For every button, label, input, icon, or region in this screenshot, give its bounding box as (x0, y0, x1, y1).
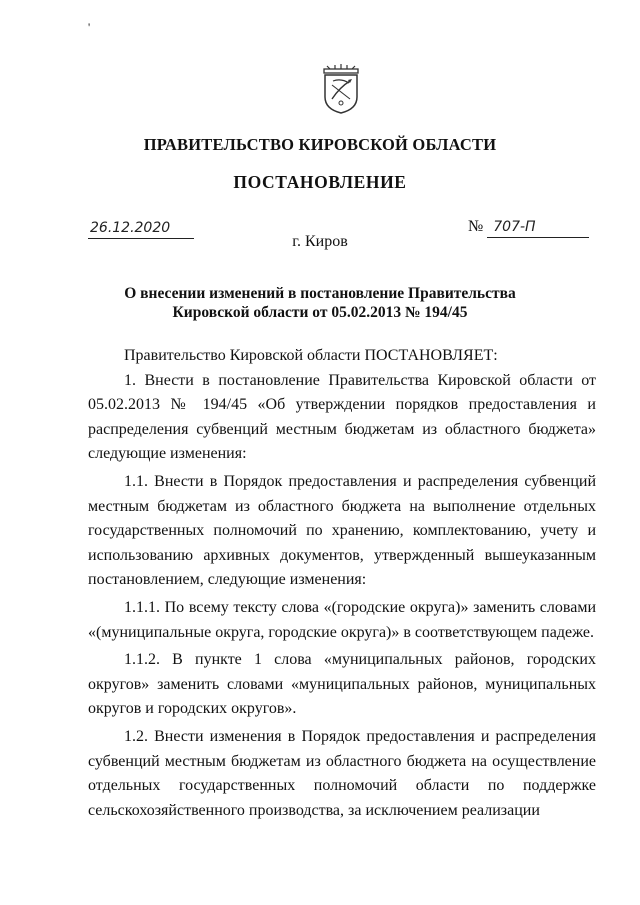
coat-of-arms-icon (321, 63, 361, 115)
paragraph-1-2: 1.2. Внести изменения в Порядок предоставления и распределения субвенций местным бюджетам из областного бюджета на осуществление отдельных государственных полномочий области по поддержке сельскохозяйственного производства, за исключением реализации (88, 727, 596, 819)
document-type: ПОСТАНОВЛЕНИЕ (233, 172, 407, 192)
subject-line-1: О внесении изменений в постановление Правительства (124, 285, 516, 302)
government-title: ПРАВИТЕЛЬСТВО КИРОВСКОЙ ОБЛАСТИ (143, 135, 497, 154)
document-subject (120, 284, 520, 322)
date-field: 26.12.2020 (88, 220, 194, 239)
paragraph-1: 1. Внести в постановление Правительства Кировской области от 05.02.2013 № 194/45 «Об утверждении порядков предоставления и распределения субвенций местным бюджетам из областного бюджета» следующие изменения: (88, 371, 596, 463)
city-label: г. Киров (292, 233, 348, 250)
paragraph-1-1-2: 1.1.2. В пункте 1 слова «муниципальных районов, городских округов» заменить словами «муниципальных районов, муниципальных округов и городских округов». (88, 651, 596, 718)
corner-mark: ' (88, 20, 91, 34)
paragraph-preamble: Правительство Кировской области ПОСТАНОВЛЯЕТ: (124, 347, 498, 364)
paragraph-1-1: 1.1. Внести в Порядок предоставления и распределения субвенций местным бюджетам из областного бюджета на выполнение отдельных государственных полномочий по хранению, комплектованию, учету и использованию архивных документов, утвержденный вышеуказанным постановлением, следующие изменения: (88, 472, 596, 589)
number-sign: № (468, 218, 484, 235)
document-body (88, 344, 596, 823)
paragraph-1-1-1: 1.1.1. По всему тексту слова «(городские округа)» заменить словами «(муниципальные округа, городские округа)» в соответствующем падеже. (88, 598, 596, 641)
subject-line-2: Кировской области от 05.02.2013 № 194/45 (172, 304, 468, 321)
document-number: 707-П (487, 219, 589, 238)
